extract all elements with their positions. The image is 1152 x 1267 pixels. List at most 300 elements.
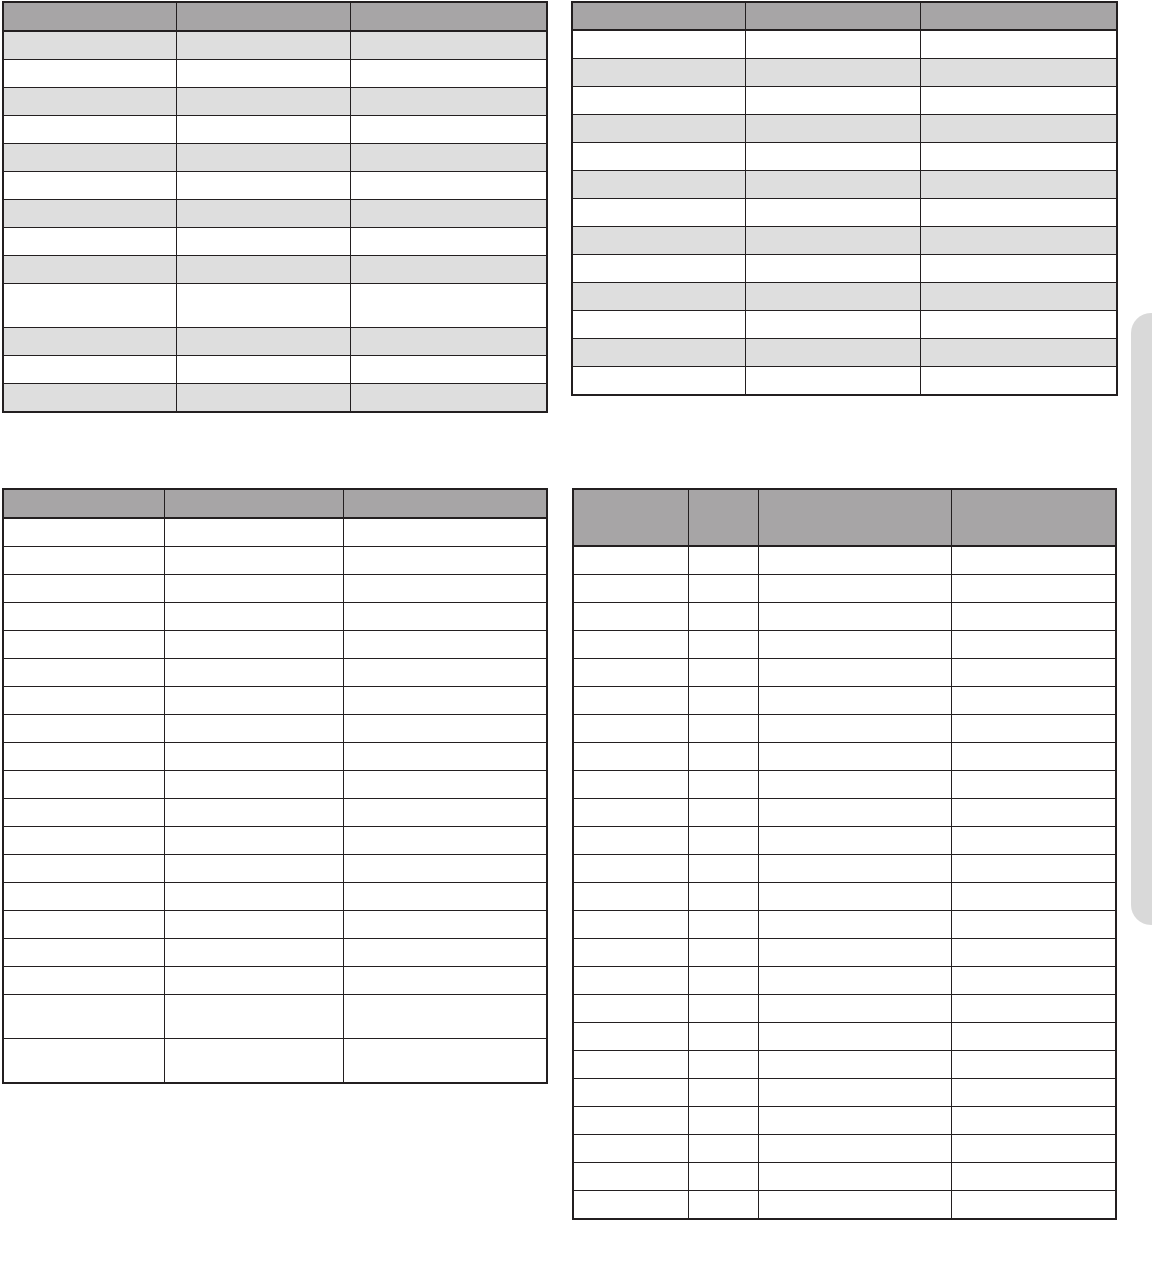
table-cell xyxy=(573,799,688,827)
table-cell xyxy=(572,171,745,199)
table-cell xyxy=(758,967,951,995)
table-cell xyxy=(343,631,547,659)
table-cell xyxy=(573,743,688,771)
table-cell xyxy=(920,115,1117,143)
table-row xyxy=(573,799,1116,827)
table-row xyxy=(3,116,547,144)
table-row xyxy=(573,1079,1116,1107)
table-cell xyxy=(176,384,350,413)
table-cell xyxy=(951,995,1116,1023)
table-row xyxy=(573,1135,1116,1163)
table-row xyxy=(573,659,1116,687)
table-cell xyxy=(951,631,1116,659)
table-row xyxy=(3,200,547,228)
table-cell xyxy=(688,1051,758,1079)
table-cell xyxy=(573,1079,688,1107)
table-cell xyxy=(350,31,547,60)
table-top-right xyxy=(571,1,1118,396)
table-cell xyxy=(758,1191,951,1220)
table-cell xyxy=(920,367,1117,396)
table-cell xyxy=(920,255,1117,283)
table-cell xyxy=(573,967,688,995)
table-cell xyxy=(572,339,745,367)
table-cell xyxy=(951,799,1116,827)
table-cell xyxy=(164,687,343,715)
table-cell xyxy=(688,546,758,575)
table-row xyxy=(3,995,547,1039)
table-cell xyxy=(350,384,547,413)
table-cell xyxy=(164,743,343,771)
table-row xyxy=(3,603,547,631)
table-cell xyxy=(758,911,951,939)
table-row xyxy=(3,547,547,575)
table-cell xyxy=(350,228,547,256)
table-cell xyxy=(350,116,547,144)
table-cell xyxy=(745,199,920,227)
column-header xyxy=(343,489,547,518)
table-cell xyxy=(951,939,1116,967)
table-cell xyxy=(176,284,350,328)
table-cell xyxy=(758,939,951,967)
table-cell xyxy=(350,284,547,328)
table-cell xyxy=(758,771,951,799)
table-row xyxy=(3,518,547,547)
table-row xyxy=(573,546,1116,575)
table-cell xyxy=(3,1039,164,1084)
table-cell xyxy=(688,631,758,659)
table-cell xyxy=(343,771,547,799)
table-cell xyxy=(688,939,758,967)
table-cell xyxy=(745,87,920,115)
table-cell xyxy=(745,255,920,283)
table-cell xyxy=(343,687,547,715)
table-row xyxy=(3,715,547,743)
table-row xyxy=(3,328,547,356)
table-cell xyxy=(573,1163,688,1191)
table-row xyxy=(3,743,547,771)
table-cell xyxy=(176,88,350,116)
table-row xyxy=(3,384,547,413)
table-row xyxy=(573,715,1116,743)
table-row xyxy=(3,827,547,855)
table-cell xyxy=(3,144,176,172)
table-row xyxy=(3,144,547,172)
table-cell xyxy=(3,631,164,659)
table-cell xyxy=(920,87,1117,115)
table-cell xyxy=(572,311,745,339)
column-header xyxy=(920,2,1117,30)
table-cell xyxy=(920,59,1117,87)
table-row xyxy=(572,199,1117,227)
table-header-row xyxy=(573,489,1116,546)
table-cell xyxy=(176,116,350,144)
table-row xyxy=(572,115,1117,143)
table-cell xyxy=(758,546,951,575)
column-header xyxy=(688,489,758,546)
table-cell xyxy=(951,546,1116,575)
table-cell xyxy=(343,575,547,603)
table-cell xyxy=(758,603,951,631)
table-cell xyxy=(573,939,688,967)
table-cell xyxy=(688,1135,758,1163)
table-cell xyxy=(3,827,164,855)
table-header-row xyxy=(3,489,547,518)
table-cell xyxy=(573,687,688,715)
table-row xyxy=(3,31,547,60)
table-cell xyxy=(573,575,688,603)
table-cell xyxy=(3,883,164,911)
table-cell xyxy=(176,256,350,284)
table-row xyxy=(572,143,1117,171)
column-header xyxy=(745,2,920,30)
table-cell xyxy=(745,115,920,143)
table-row xyxy=(572,255,1117,283)
table-cell xyxy=(3,799,164,827)
table-cell xyxy=(951,1135,1116,1163)
table-row xyxy=(573,631,1116,659)
table-row xyxy=(573,1051,1116,1079)
table-cell xyxy=(688,743,758,771)
table-row xyxy=(3,967,547,995)
table-row xyxy=(3,939,547,967)
table-cell xyxy=(3,228,176,256)
table-cell xyxy=(3,172,176,200)
table-cell xyxy=(573,911,688,939)
table-cell xyxy=(572,227,745,255)
table-row xyxy=(573,603,1116,631)
table-bottom-left xyxy=(2,488,548,1084)
table-cell xyxy=(573,883,688,911)
table-cell xyxy=(920,199,1117,227)
table-cell xyxy=(572,115,745,143)
table-cell xyxy=(920,311,1117,339)
table-cell xyxy=(688,855,758,883)
table-cell xyxy=(573,603,688,631)
table-cell xyxy=(350,328,547,356)
table-row xyxy=(573,743,1116,771)
table-row xyxy=(572,59,1117,87)
table-row xyxy=(573,855,1116,883)
table-cell xyxy=(572,143,745,171)
table-cell xyxy=(758,1079,951,1107)
table-cell xyxy=(343,1039,547,1084)
table-cell xyxy=(343,995,547,1039)
table-row xyxy=(573,1023,1116,1051)
table-row xyxy=(3,228,547,256)
table-row xyxy=(3,60,547,88)
table-cell xyxy=(688,967,758,995)
table-cell xyxy=(573,1023,688,1051)
table-cell xyxy=(745,143,920,171)
table-cell xyxy=(3,284,176,328)
table-cell xyxy=(3,518,164,547)
table-cell xyxy=(951,883,1116,911)
table-cell xyxy=(758,855,951,883)
table-cell xyxy=(951,1079,1116,1107)
table-cell xyxy=(164,575,343,603)
table-header-row xyxy=(3,2,547,31)
table-row xyxy=(3,631,547,659)
table-cell xyxy=(164,715,343,743)
table-row xyxy=(3,687,547,715)
table-cell xyxy=(572,59,745,87)
table-cell xyxy=(164,827,343,855)
table-row xyxy=(573,1107,1116,1135)
table-cell xyxy=(176,328,350,356)
table-cell xyxy=(688,1191,758,1220)
table-cell xyxy=(951,1163,1116,1191)
table-cell xyxy=(745,59,920,87)
table-cell xyxy=(758,1023,951,1051)
column-header xyxy=(164,489,343,518)
table-cell xyxy=(758,575,951,603)
table-row xyxy=(573,995,1116,1023)
table-cell xyxy=(572,30,745,59)
table-cell xyxy=(745,30,920,59)
table-cell xyxy=(343,518,547,547)
table-cell xyxy=(164,518,343,547)
table-cell xyxy=(573,1107,688,1135)
table-row xyxy=(3,256,547,284)
table-cell xyxy=(3,659,164,687)
column-header xyxy=(350,2,547,31)
table-row xyxy=(3,883,547,911)
table-row xyxy=(573,827,1116,855)
column-header xyxy=(951,489,1116,546)
table-row xyxy=(3,356,547,384)
table-cell xyxy=(572,255,745,283)
table-cell xyxy=(758,1163,951,1191)
table-row xyxy=(3,799,547,827)
table-row xyxy=(573,687,1116,715)
table-cell xyxy=(176,172,350,200)
table-row xyxy=(572,171,1117,199)
table-row xyxy=(3,575,547,603)
table-cell xyxy=(573,659,688,687)
table-cell xyxy=(350,144,547,172)
table-cell xyxy=(350,356,547,384)
table-cell xyxy=(164,911,343,939)
table-row xyxy=(573,575,1116,603)
table-cell xyxy=(688,1079,758,1107)
table-cell xyxy=(573,715,688,743)
table-cell xyxy=(920,339,1117,367)
table-cell xyxy=(3,116,176,144)
table-row xyxy=(573,967,1116,995)
table-cell xyxy=(3,855,164,883)
table-cell xyxy=(951,603,1116,631)
table-cell xyxy=(745,171,920,199)
table-cell xyxy=(951,715,1116,743)
table-cell xyxy=(758,1051,951,1079)
table-cell xyxy=(688,687,758,715)
table-cell xyxy=(758,995,951,1023)
table-cell xyxy=(164,771,343,799)
table-cell xyxy=(176,228,350,256)
table-cell xyxy=(350,256,547,284)
table-cell xyxy=(573,546,688,575)
table-cell xyxy=(758,631,951,659)
table-cell xyxy=(688,575,758,603)
table-cell xyxy=(951,1191,1116,1220)
table-cell xyxy=(343,911,547,939)
table-cell xyxy=(3,31,176,60)
table-cell xyxy=(350,200,547,228)
table-cell xyxy=(3,356,176,384)
table-cell xyxy=(3,743,164,771)
table-cell xyxy=(951,827,1116,855)
column-header xyxy=(176,2,350,31)
table-row xyxy=(572,227,1117,255)
table-cell xyxy=(572,283,745,311)
table-cell xyxy=(176,144,350,172)
table-cell xyxy=(573,827,688,855)
table-cell xyxy=(164,547,343,575)
table-cell xyxy=(343,547,547,575)
table-cell xyxy=(3,60,176,88)
table-cell xyxy=(688,771,758,799)
table-row xyxy=(573,771,1116,799)
table-cell xyxy=(573,1051,688,1079)
table-cell xyxy=(3,967,164,995)
table-cell xyxy=(350,60,547,88)
table-row xyxy=(573,883,1116,911)
table-cell xyxy=(688,659,758,687)
table-cell xyxy=(343,939,547,967)
table-cell xyxy=(3,575,164,603)
table-cell xyxy=(688,603,758,631)
side-index-tab xyxy=(1131,313,1152,925)
table-cell xyxy=(3,547,164,575)
column-header xyxy=(3,489,164,518)
table-cell xyxy=(572,199,745,227)
table-cell xyxy=(164,631,343,659)
table-cell xyxy=(164,939,343,967)
column-header xyxy=(758,489,951,546)
table-cell xyxy=(164,603,343,631)
table-cell xyxy=(573,1191,688,1220)
table-cell xyxy=(758,827,951,855)
table-cell xyxy=(951,687,1116,715)
table-row xyxy=(573,911,1116,939)
table-cell xyxy=(951,1051,1116,1079)
table-row xyxy=(572,283,1117,311)
table-row xyxy=(573,1191,1116,1220)
column-header xyxy=(572,2,745,30)
table-row xyxy=(572,30,1117,59)
table-cell xyxy=(758,715,951,743)
table-cell xyxy=(3,939,164,967)
table-header-row xyxy=(572,2,1117,30)
table-cell xyxy=(3,771,164,799)
table-cell xyxy=(951,771,1116,799)
table-row xyxy=(3,659,547,687)
table-cell xyxy=(350,172,547,200)
table-cell xyxy=(920,227,1117,255)
table-row xyxy=(3,855,547,883)
table-cell xyxy=(164,967,343,995)
table-cell xyxy=(164,659,343,687)
table-cell xyxy=(164,883,343,911)
table-row xyxy=(573,939,1116,967)
table-cell xyxy=(758,1135,951,1163)
table-cell xyxy=(745,283,920,311)
table-cell xyxy=(164,995,343,1039)
table-cell xyxy=(3,687,164,715)
table-cell xyxy=(176,356,350,384)
table-cell xyxy=(350,88,547,116)
column-header xyxy=(573,489,688,546)
table-cell xyxy=(745,367,920,396)
table-cell xyxy=(3,384,176,413)
table-row xyxy=(572,87,1117,115)
column-header xyxy=(3,2,176,31)
table-cell xyxy=(951,575,1116,603)
table-cell xyxy=(164,799,343,827)
table-row xyxy=(572,311,1117,339)
table-row xyxy=(573,1163,1116,1191)
table-cell xyxy=(688,827,758,855)
table-cell xyxy=(745,227,920,255)
table-row xyxy=(3,911,547,939)
table-cell xyxy=(343,855,547,883)
table-cell xyxy=(688,1023,758,1051)
table-cell xyxy=(3,995,164,1039)
table-row xyxy=(3,88,547,116)
table-cell xyxy=(758,883,951,911)
table-cell xyxy=(920,30,1117,59)
table-cell xyxy=(951,855,1116,883)
table-cell xyxy=(343,799,547,827)
table-cell xyxy=(176,200,350,228)
table-cell xyxy=(3,603,164,631)
table-cell xyxy=(745,339,920,367)
table-cell xyxy=(951,1107,1116,1135)
table-cell xyxy=(176,60,350,88)
table-row xyxy=(3,1039,547,1084)
table-cell xyxy=(688,1107,758,1135)
table-cell xyxy=(176,31,350,60)
table-cell xyxy=(920,143,1117,171)
table-cell xyxy=(688,715,758,743)
table-cell xyxy=(3,200,176,228)
table-row xyxy=(3,284,547,328)
table-cell xyxy=(3,256,176,284)
table-cell xyxy=(573,631,688,659)
table-row xyxy=(572,367,1117,396)
table-cell xyxy=(3,88,176,116)
table-cell xyxy=(688,911,758,939)
table-cell xyxy=(688,799,758,827)
table-cell xyxy=(688,995,758,1023)
table-cell xyxy=(951,1023,1116,1051)
table-bottom-right xyxy=(572,488,1117,1220)
table-cell xyxy=(343,603,547,631)
table-cell xyxy=(758,1107,951,1135)
table-cell xyxy=(343,715,547,743)
table-cell xyxy=(343,827,547,855)
table-cell xyxy=(951,967,1116,995)
table-row xyxy=(572,339,1117,367)
table-cell xyxy=(573,995,688,1023)
table-cell xyxy=(951,659,1116,687)
table-cell xyxy=(164,1039,343,1084)
table-cell xyxy=(573,1135,688,1163)
table-cell xyxy=(3,328,176,356)
table-row xyxy=(3,172,547,200)
table-cell xyxy=(164,855,343,883)
table-cell xyxy=(3,715,164,743)
